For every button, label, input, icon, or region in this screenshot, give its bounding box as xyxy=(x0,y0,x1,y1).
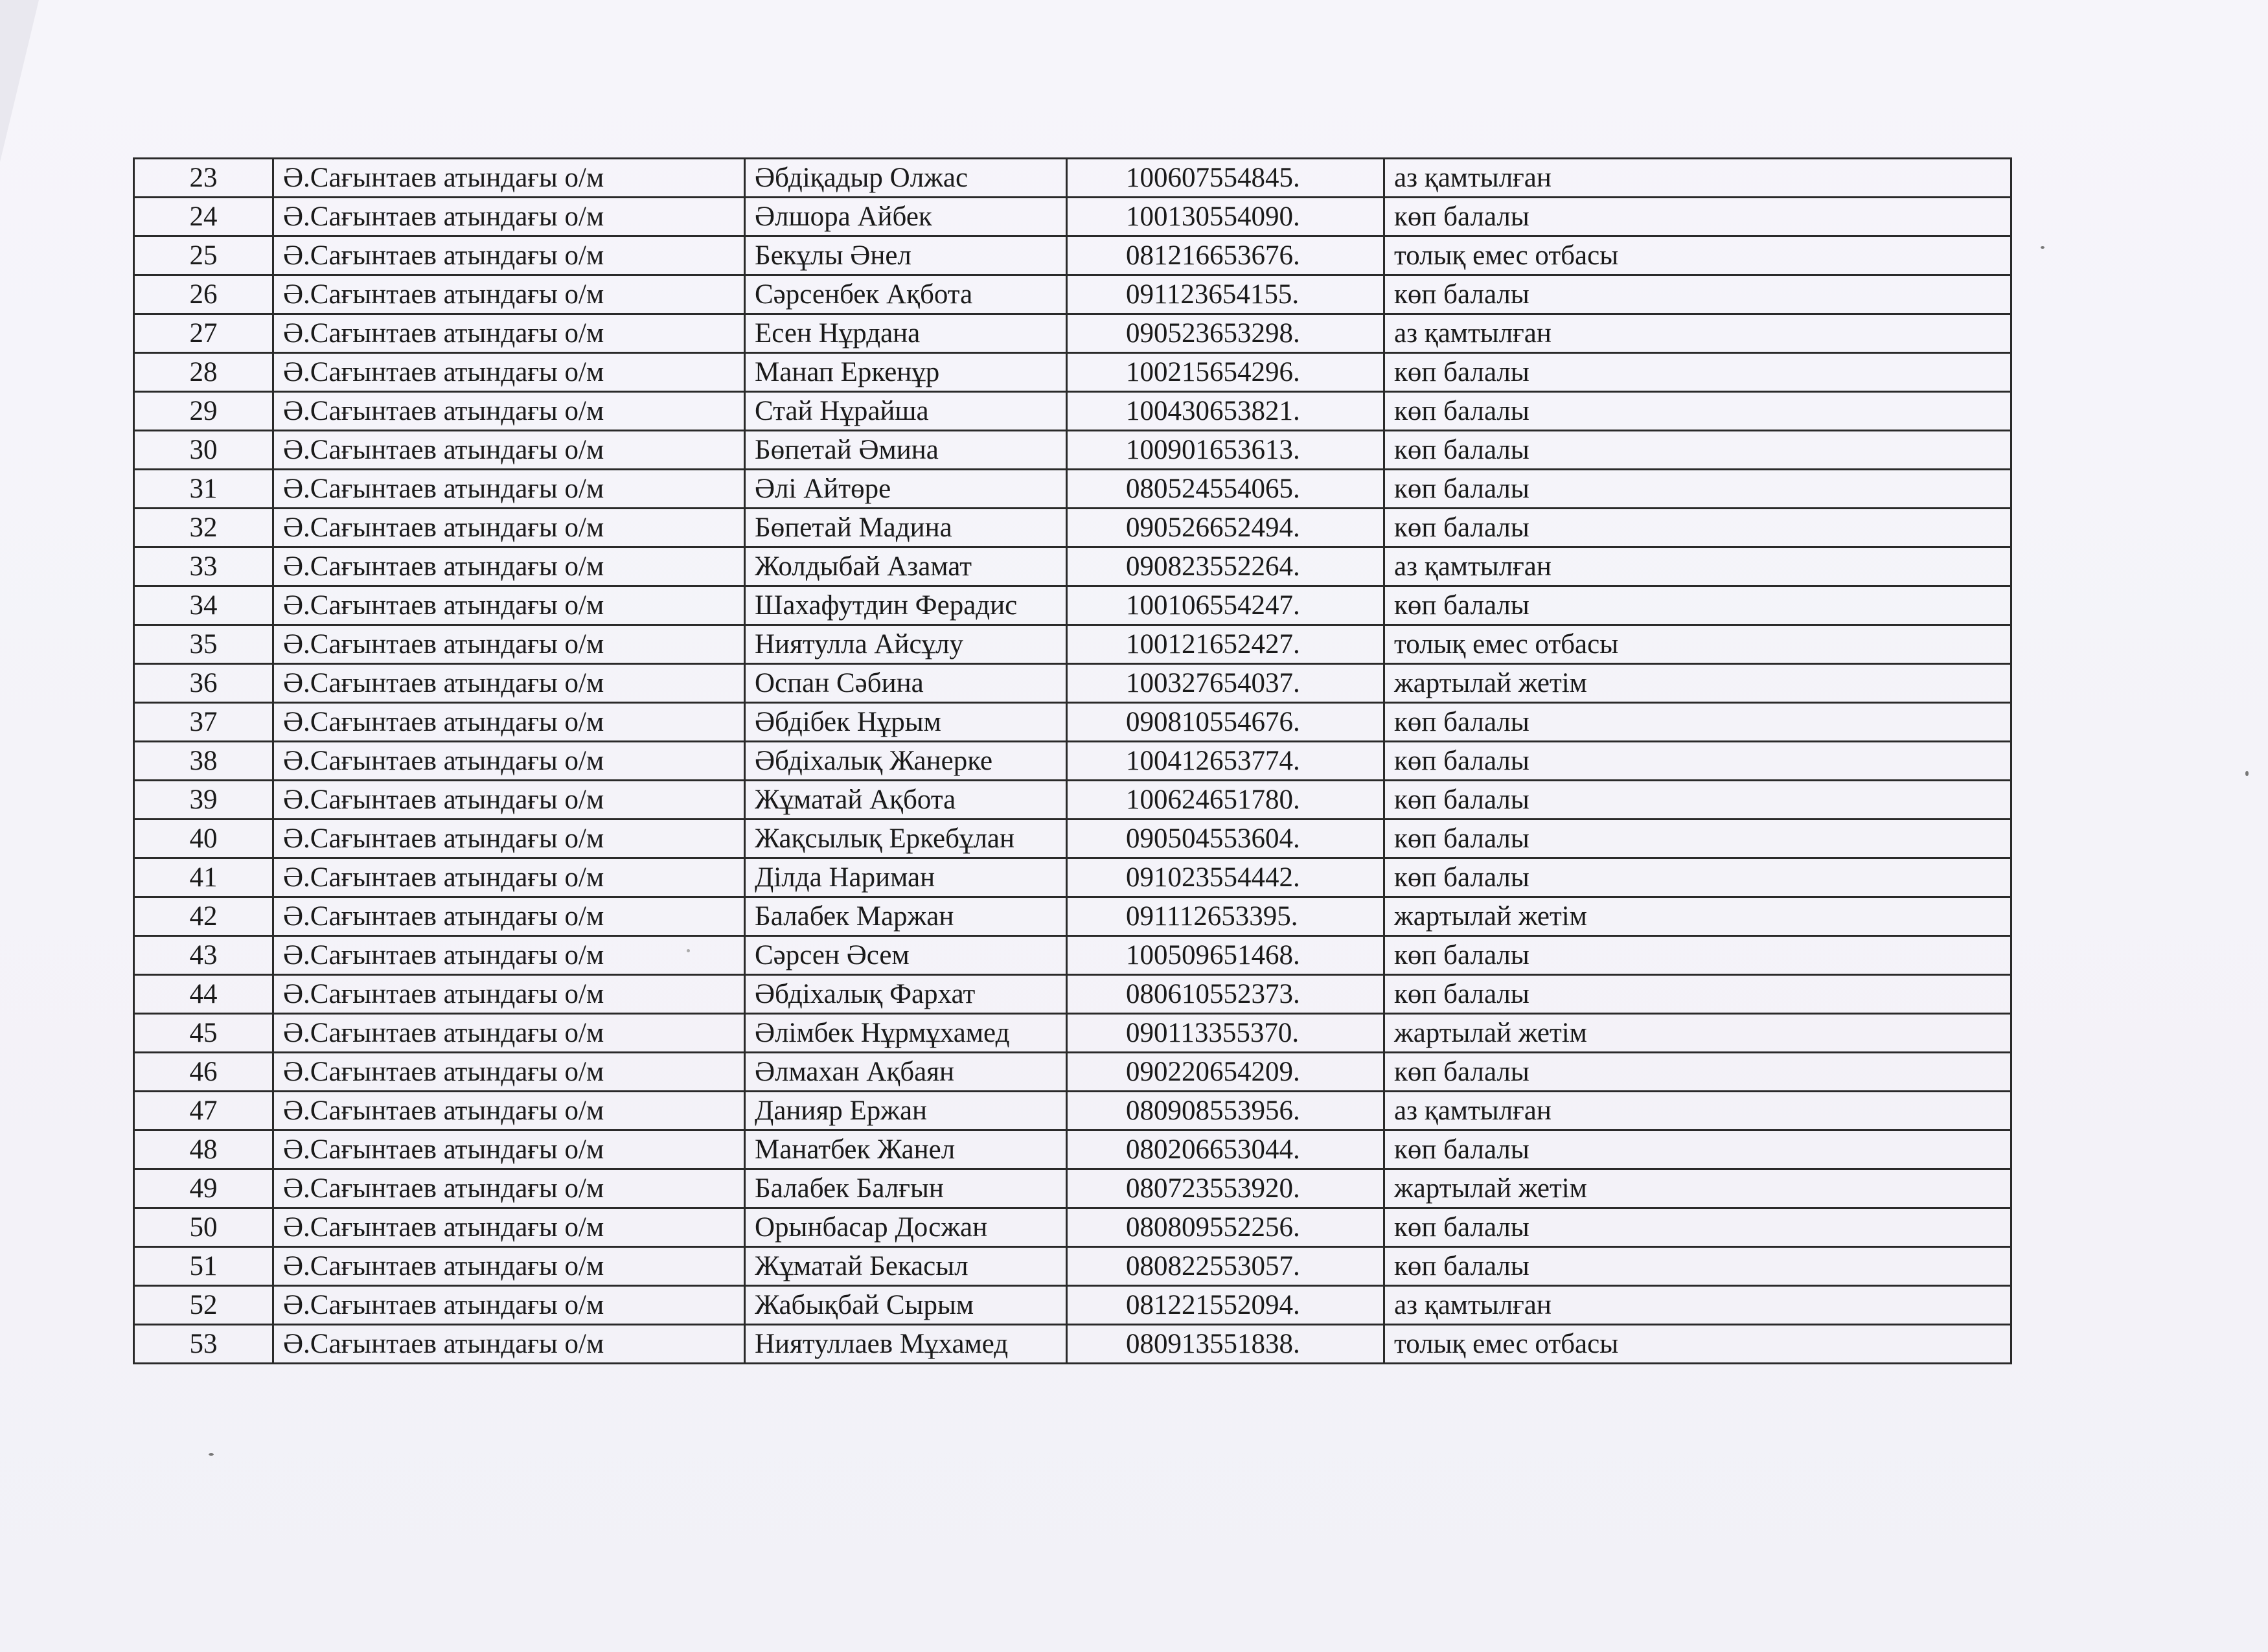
student-name-cell: Оспан Сәбина xyxy=(745,664,1067,703)
row-number-cell: 42 xyxy=(134,897,273,936)
student-name-cell: Ниятулла Айсұлу xyxy=(745,625,1067,664)
iin-cell: 091123654155. xyxy=(1067,275,1384,314)
row-number-cell: 36 xyxy=(134,664,273,703)
table-row xyxy=(134,198,2011,236)
student-name-cell: Жақсылық Еркебұлан xyxy=(745,820,1067,858)
table-row xyxy=(134,547,2011,586)
table-row xyxy=(134,470,2011,509)
table-row xyxy=(134,936,2011,975)
iin-cell: 100106554247. xyxy=(1067,586,1384,625)
row-number-cell: 37 xyxy=(134,703,273,742)
row-number-cell: 35 xyxy=(134,625,273,664)
school-cell: Ә.Сағынтаев атындағы о/м xyxy=(273,353,745,392)
student-name-cell: Әбдіхалық Фархат xyxy=(745,975,1067,1014)
school-cell: Ә.Сағынтаев атындағы о/м xyxy=(273,236,745,275)
iin-cell: 100430653821. xyxy=(1067,392,1384,431)
iin-cell: 091023554442. xyxy=(1067,858,1384,897)
iin-cell: 090526652494. xyxy=(1067,509,1384,547)
iin-cell: 081221552094. xyxy=(1067,1286,1384,1325)
table-row xyxy=(134,820,2011,858)
table-row xyxy=(134,509,2011,547)
table-row xyxy=(134,392,2011,431)
iin-cell: 100412653774. xyxy=(1067,742,1384,781)
school-cell: Ә.Сағынтаев атындағы о/м xyxy=(273,431,745,470)
student-name-cell: Бөпетай Мадина xyxy=(745,509,1067,547)
status-cell: жартылай жетім xyxy=(1384,664,2011,703)
student-name-cell: Әлімбек Нұрмұхамед xyxy=(745,1014,1067,1053)
row-number-cell: 50 xyxy=(134,1208,273,1247)
table-row xyxy=(134,897,2011,936)
student-name-cell: Сәрсенбек Ақбота xyxy=(745,275,1067,314)
status-cell: көп балалы xyxy=(1384,936,2011,975)
student-name-cell: Жабықбай Сырым xyxy=(745,1286,1067,1325)
table-row xyxy=(134,275,2011,314)
school-cell: Ә.Сағынтаев атындағы о/м xyxy=(273,1130,745,1169)
iin-cell: 091112653395. xyxy=(1067,897,1384,936)
status-cell: аз қамтылған xyxy=(1384,159,2011,198)
student-name-cell: Манатбек Жанел xyxy=(745,1130,1067,1169)
school-cell: Ә.Сағынтаев атындағы о/м xyxy=(273,509,745,547)
student-name-cell: Бекұлы Әнел xyxy=(745,236,1067,275)
student-name-cell: Әбдіқадыр Олжас xyxy=(745,159,1067,198)
row-number-cell: 34 xyxy=(134,586,273,625)
row-number-cell: 25 xyxy=(134,236,273,275)
table-row xyxy=(134,1208,2011,1247)
iin-cell: 100901653613. xyxy=(1067,431,1384,470)
iin-cell: 100509651468. xyxy=(1067,936,1384,975)
status-cell: жартылай жетім xyxy=(1384,1169,2011,1208)
row-number-cell: 45 xyxy=(134,1014,273,1053)
row-number-cell: 52 xyxy=(134,1286,273,1325)
table-row xyxy=(134,625,2011,664)
scan-speck xyxy=(209,1453,214,1456)
row-number-cell: 27 xyxy=(134,314,273,353)
student-name-cell: Әлі Айтөре xyxy=(745,470,1067,509)
student-table xyxy=(133,157,2012,1364)
table-row xyxy=(134,236,2011,275)
school-cell: Ә.Сағынтаев атындағы о/м xyxy=(273,314,745,353)
row-number-cell: 28 xyxy=(134,353,273,392)
table-row xyxy=(134,858,2011,897)
school-cell: Ә.Сағынтаев атындағы о/м xyxy=(273,1286,745,1325)
school-cell: Ә.Сағынтаев атындағы о/м xyxy=(273,1092,745,1130)
page-corner-shadow xyxy=(0,0,39,162)
school-cell: Ә.Сағынтаев атындағы о/м xyxy=(273,664,745,703)
table-row xyxy=(134,975,2011,1014)
school-cell: Ә.Сағынтаев атындағы о/м xyxy=(273,858,745,897)
status-cell: толық емес отбасы xyxy=(1384,625,2011,664)
status-cell: аз қамтылған xyxy=(1384,314,2011,353)
school-cell: Ә.Сағынтаев атындағы о/м xyxy=(273,159,745,198)
school-cell: Ә.Сағынтаев атындағы о/м xyxy=(273,820,745,858)
status-cell: көп балалы xyxy=(1384,198,2011,236)
school-cell: Ә.Сағынтаев атындағы о/м xyxy=(273,1208,745,1247)
student-table-body xyxy=(134,159,2011,1364)
student-name-cell: Жолдыбай Азамат xyxy=(745,547,1067,586)
iin-cell: 080908553956. xyxy=(1067,1092,1384,1130)
status-cell: көп балалы xyxy=(1384,470,2011,509)
row-number-cell: 49 xyxy=(134,1169,273,1208)
school-cell: Ә.Сағынтаев атындағы о/м xyxy=(273,1014,745,1053)
school-cell: Ә.Сағынтаев атындағы о/м xyxy=(273,1325,745,1364)
status-cell: аз қамтылған xyxy=(1384,1286,2011,1325)
table-row xyxy=(134,781,2011,820)
school-cell: Ә.Сағынтаев атындағы о/м xyxy=(273,198,745,236)
iin-cell: 090810554676. xyxy=(1067,703,1384,742)
student-name-cell: Ниятуллаев Мұхамед xyxy=(745,1325,1067,1364)
iin-cell: 080610552373. xyxy=(1067,975,1384,1014)
status-cell: көп балалы xyxy=(1384,586,2011,625)
table-row xyxy=(134,742,2011,781)
iin-cell: 080809552256. xyxy=(1067,1208,1384,1247)
status-cell: көп балалы xyxy=(1384,742,2011,781)
row-number-cell: 24 xyxy=(134,198,273,236)
student-name-cell: Жұматай Бекасыл xyxy=(745,1247,1067,1286)
student-name-cell: Әбдіхалық Жанерке xyxy=(745,742,1067,781)
table-row xyxy=(134,314,2011,353)
row-number-cell: 32 xyxy=(134,509,273,547)
school-cell: Ә.Сағынтаев атындағы о/м xyxy=(273,781,745,820)
row-number-cell: 51 xyxy=(134,1247,273,1286)
school-cell: Ә.Сағынтаев атындағы о/м xyxy=(273,936,745,975)
school-cell: Ә.Сағынтаев атындағы о/м xyxy=(273,1053,745,1092)
school-cell: Ә.Сағынтаев атындағы о/м xyxy=(273,470,745,509)
row-number-cell: 47 xyxy=(134,1092,273,1130)
student-name-cell: Балабек Маржан xyxy=(745,897,1067,936)
school-cell: Ә.Сағынтаев атындағы о/м xyxy=(273,392,745,431)
row-number-cell: 48 xyxy=(134,1130,273,1169)
row-number-cell: 31 xyxy=(134,470,273,509)
student-name-cell: Жұматай Ақбота xyxy=(745,781,1067,820)
school-cell: Ә.Сағынтаев атындағы о/м xyxy=(273,625,745,664)
iin-cell: 090220654209. xyxy=(1067,1053,1384,1092)
status-cell: аз қамтылған xyxy=(1384,1092,2011,1130)
row-number-cell: 40 xyxy=(134,820,273,858)
iin-cell: 080822553057. xyxy=(1067,1247,1384,1286)
student-name-cell: Орынбасар Досжан xyxy=(745,1208,1067,1247)
school-cell: Ә.Сағынтаев атындағы о/м xyxy=(273,275,745,314)
iin-cell: 090113355370. xyxy=(1067,1014,1384,1053)
row-number-cell: 26 xyxy=(134,275,273,314)
row-number-cell: 43 xyxy=(134,936,273,975)
status-cell: көп балалы xyxy=(1384,392,2011,431)
student-name-cell: Бөпетай Әмина xyxy=(745,431,1067,470)
student-name-cell: Манап Еркенұр xyxy=(745,353,1067,392)
iin-cell: 100327654037. xyxy=(1067,664,1384,703)
iin-cell: 081216653676. xyxy=(1067,236,1384,275)
student-name-cell: Есен Нұрдана xyxy=(745,314,1067,353)
scan-speck xyxy=(2041,246,2045,249)
table-row xyxy=(134,664,2011,703)
iin-cell: 090523653298. xyxy=(1067,314,1384,353)
status-cell: көп балалы xyxy=(1384,858,2011,897)
table-row xyxy=(134,1092,2011,1130)
row-number-cell: 29 xyxy=(134,392,273,431)
status-cell: көп балалы xyxy=(1384,781,2011,820)
row-number-cell: 33 xyxy=(134,547,273,586)
table-row xyxy=(134,1169,2011,1208)
school-cell: Ә.Сағынтаев атындағы о/м xyxy=(273,586,745,625)
student-name-cell: Стай Нұрайша xyxy=(745,392,1067,431)
student-name-cell: Балабек Балғын xyxy=(745,1169,1067,1208)
student-name-cell: Әлшора Айбек xyxy=(745,198,1067,236)
table-row xyxy=(134,1053,2011,1092)
status-cell: көп балалы xyxy=(1384,275,2011,314)
status-cell: толық емес отбасы xyxy=(1384,236,2011,275)
iin-cell: 100121652427. xyxy=(1067,625,1384,664)
status-cell: жартылай жетім xyxy=(1384,1014,2011,1053)
table-row xyxy=(134,159,2011,198)
school-cell: Ә.Сағынтаев атындағы о/м xyxy=(273,1169,745,1208)
row-number-cell: 38 xyxy=(134,742,273,781)
iin-cell: 100215654296. xyxy=(1067,353,1384,392)
row-number-cell: 53 xyxy=(134,1325,273,1364)
row-number-cell: 23 xyxy=(134,159,273,198)
table-row xyxy=(134,703,2011,742)
iin-cell: 080723553920. xyxy=(1067,1169,1384,1208)
status-cell: көп балалы xyxy=(1384,1247,2011,1286)
row-number-cell: 44 xyxy=(134,975,273,1014)
status-cell: көп балалы xyxy=(1384,431,2011,470)
status-cell: көп балалы xyxy=(1384,975,2011,1014)
row-number-cell: 30 xyxy=(134,431,273,470)
status-cell: көп балалы xyxy=(1384,353,2011,392)
table-row xyxy=(134,431,2011,470)
student-name-cell: Әлмахан Ақбаян xyxy=(745,1053,1067,1092)
status-cell: көп балалы xyxy=(1384,703,2011,742)
table-row xyxy=(134,1325,2011,1364)
iin-cell: 080524554065. xyxy=(1067,470,1384,509)
table-row xyxy=(134,1247,2011,1286)
school-cell: Ә.Сағынтаев атындағы о/м xyxy=(273,703,745,742)
table-row xyxy=(134,586,2011,625)
row-number-cell: 46 xyxy=(134,1053,273,1092)
status-cell: көп балалы xyxy=(1384,820,2011,858)
iin-cell: 090823552264. xyxy=(1067,547,1384,586)
row-number-cell: 39 xyxy=(134,781,273,820)
status-cell: толық емес отбасы xyxy=(1384,1325,2011,1364)
iin-cell: 080913551838. xyxy=(1067,1325,1384,1364)
student-name-cell: Шахафутдин Ферадис xyxy=(745,586,1067,625)
iin-cell: 090504553604. xyxy=(1067,820,1384,858)
school-cell: Ә.Сағынтаев атындағы о/м xyxy=(273,1247,745,1286)
table-row xyxy=(134,1286,2011,1325)
student-name-cell: Әбдібек Нұрым xyxy=(745,703,1067,742)
school-cell: Ә.Сағынтаев атындағы о/м xyxy=(273,547,745,586)
row-number-cell: 41 xyxy=(134,858,273,897)
status-cell: аз қамтылған xyxy=(1384,547,2011,586)
student-name-cell: Ділда Нариман xyxy=(745,858,1067,897)
iin-cell: 080206653044. xyxy=(1067,1130,1384,1169)
school-cell: Ә.Сағынтаев атындағы о/м xyxy=(273,897,745,936)
student-name-cell: Данияр Ержан xyxy=(745,1092,1067,1130)
status-cell: көп балалы xyxy=(1384,1130,2011,1169)
iin-cell: 100624651780. xyxy=(1067,781,1384,820)
status-cell: жартылай жетім xyxy=(1384,897,2011,936)
scan-speck xyxy=(687,949,690,952)
iin-cell: 100607554845. xyxy=(1067,159,1384,198)
status-cell: көп балалы xyxy=(1384,509,2011,547)
school-cell: Ә.Сағынтаев атындағы о/м xyxy=(273,975,745,1014)
scan-speck xyxy=(2245,771,2249,776)
iin-cell: 100130554090. xyxy=(1067,198,1384,236)
table-row xyxy=(134,1130,2011,1169)
table-row xyxy=(134,353,2011,392)
status-cell: көп балалы xyxy=(1384,1053,2011,1092)
school-cell: Ә.Сағынтаев атындағы о/м xyxy=(273,742,745,781)
status-cell: көп балалы xyxy=(1384,1208,2011,1247)
student-name-cell: Сәрсен Әсем xyxy=(745,936,1067,975)
table-row xyxy=(134,1014,2011,1053)
